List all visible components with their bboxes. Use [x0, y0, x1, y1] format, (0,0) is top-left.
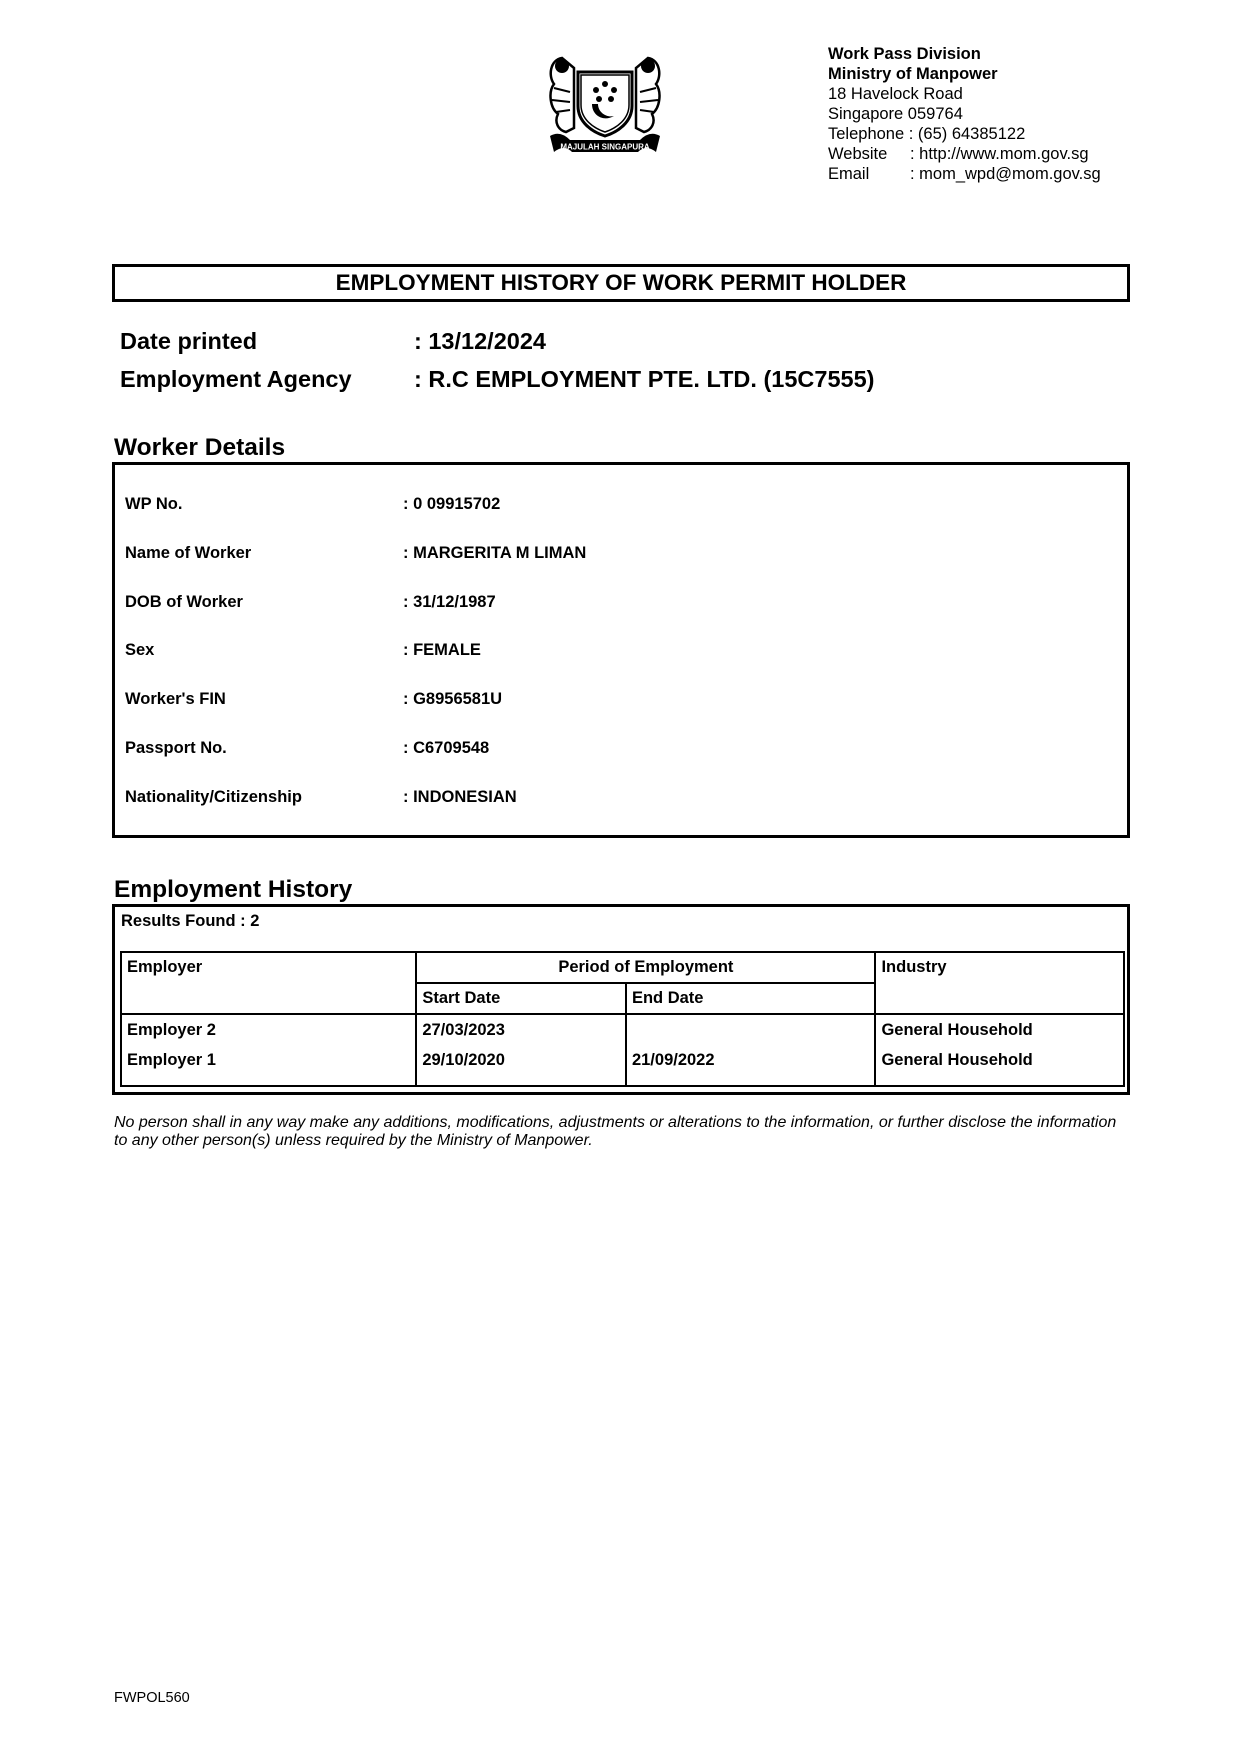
- table-cell: General Household: [881, 1021, 1033, 1039]
- industry-cell: [875, 1014, 1124, 1086]
- table-cell: General Household: [881, 1051, 1033, 1069]
- field-label: Worker's FIN: [125, 690, 226, 708]
- fin-row: [125, 690, 502, 709]
- division-name: Work Pass Division: [828, 45, 981, 63]
- ministry-name: Ministry of Manpower: [828, 65, 998, 83]
- col-header-employer: Employer: [121, 952, 416, 1014]
- col-header-period: Period of Employment: [416, 952, 875, 983]
- crest-icon: [540, 48, 670, 158]
- field-label: Sex: [125, 641, 155, 659]
- field-label: Name of Worker: [125, 544, 252, 562]
- employment-agency-row: [120, 366, 875, 393]
- field-value: : FEMALE: [403, 641, 481, 659]
- field-label: WP No.: [125, 495, 183, 513]
- field-value: : MARGERITA M LIMAN: [403, 544, 587, 562]
- ministry-address-block: [828, 44, 1101, 184]
- field-value: : 0 09915702: [403, 495, 501, 513]
- coat-of-arms-emblem: [540, 48, 670, 158]
- website-label: Website: [828, 145, 888, 163]
- date-printed-row: [120, 328, 546, 355]
- table-body-row: [121, 1014, 1124, 1086]
- address-line-1: 18 Havelock Road: [828, 85, 963, 103]
- employer-cell: [121, 1014, 416, 1086]
- table-cell: Employer 1: [127, 1051, 216, 1069]
- worker-details-heading: Worker Details: [114, 434, 286, 461]
- table-cell: 27/03/2023: [422, 1021, 505, 1039]
- field-value: : 31/12/1987: [403, 593, 496, 611]
- dob-row: [125, 593, 496, 612]
- email-label: Email: [828, 165, 870, 183]
- website-row: [828, 144, 1101, 164]
- table-header-row: [121, 952, 1124, 983]
- telephone: Telephone : (65) 64385122: [828, 125, 1026, 143]
- field-value: : G8956581U: [403, 690, 503, 708]
- col-header-end-date: End Date: [626, 983, 876, 1014]
- table-cell: 29/10/2020: [422, 1051, 505, 1069]
- employment-history-box: [112, 904, 1130, 1095]
- date-printed-label: Date printed: [120, 328, 258, 354]
- disclaimer-text: No person shall in any way make any additions, modifications, adjustments or alterations to the information, or further disclose the information to any other person(s) unless required by the Ministry of Manpower.: [114, 1114, 1117, 1149]
- worker-details-box: [112, 462, 1130, 838]
- field-value: : INDONESIAN: [403, 788, 517, 806]
- nationality-row: [125, 788, 517, 807]
- employment-history-table: [120, 951, 1125, 1087]
- date-printed-value: : 13/12/2024: [414, 328, 546, 354]
- email-row: [828, 164, 1101, 184]
- field-value: : C6709548: [403, 739, 490, 757]
- form-code: FWPOL560: [114, 1690, 190, 1706]
- field-label: Passport No.: [125, 739, 227, 757]
- crest-motto: MAJULAH SINGAPURA: [560, 142, 650, 152]
- col-header-industry: Industry: [875, 952, 1124, 1014]
- worker-name-row: [125, 544, 586, 563]
- employment-agency-value: : R.C EMPLOYMENT PTE. LTD. (15C7555): [414, 366, 875, 392]
- field-label: DOB of Worker: [125, 593, 243, 611]
- table-cell: [632, 1019, 870, 1049]
- col-header-start-date: Start Date: [416, 983, 626, 1014]
- website-value[interactable]: : http://www.mom.gov.sg: [910, 145, 1089, 163]
- employment-agency-label: Employment Agency: [120, 366, 352, 392]
- employment-history-heading: Employment History: [114, 876, 353, 903]
- email-value[interactable]: : mom_wpd@mom.gov.sg: [910, 165, 1101, 183]
- table-cell: 21/09/2022: [631, 1051, 715, 1069]
- results-found: Results Found : 2: [121, 912, 260, 930]
- wp-no-row: [125, 495, 500, 514]
- passport-row: [125, 739, 489, 758]
- start-date-cell: [416, 1014, 626, 1086]
- address-line-2: Singapore 059764: [828, 105, 963, 123]
- document-title: EMPLOYMENT HISTORY OF WORK PERMIT HOLDER: [112, 264, 1130, 302]
- table-cell: Employer 2: [127, 1021, 216, 1039]
- field-label: Nationality/Citizenship: [125, 788, 302, 806]
- sex-row: [125, 641, 481, 660]
- end-date-cell: [626, 1014, 876, 1086]
